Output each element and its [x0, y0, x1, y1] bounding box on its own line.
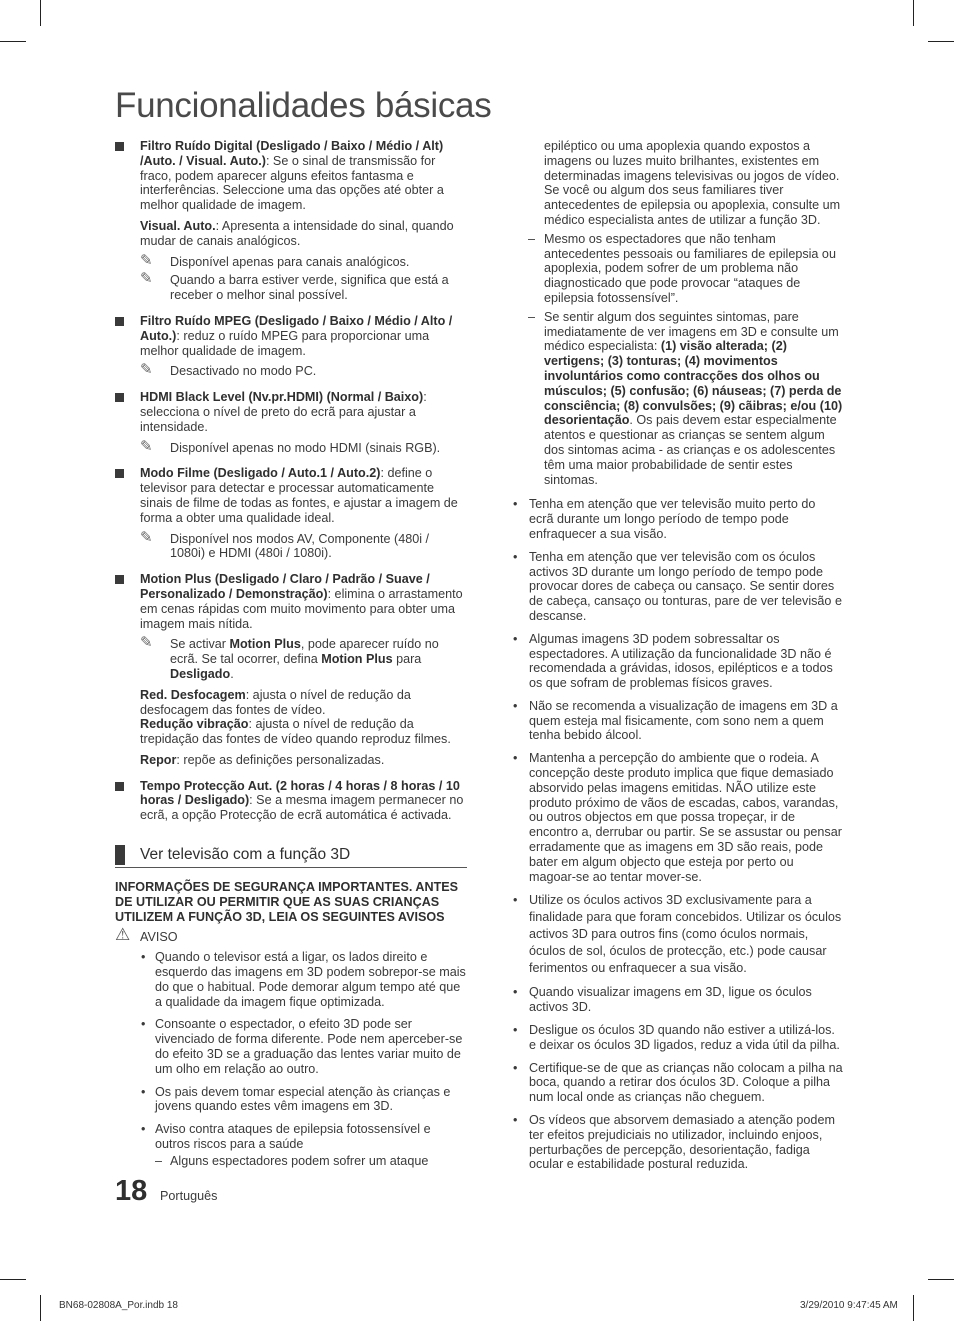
pencil-note-icon: ✎: [140, 437, 153, 455]
square-bullet-icon: [115, 782, 124, 791]
option-name: Repor: [140, 752, 177, 767]
setting-modo-filme: [115, 466, 467, 561]
setting-description: : elimina o arrastamento em cenas rápidas com muito movimento para obter uma imagem mais nítida.: [140, 586, 463, 631]
pencil-note-icon: ✎: [140, 361, 153, 379]
crop-mark: [0, 41, 26, 42]
square-bullet-icon: [115, 469, 124, 478]
section-heading: Ver televisão com a função 3D: [115, 845, 467, 868]
setting-name: Motion Plus (Desligado / Claro / Padrão / Suave / Personalizado / Demonstração): [140, 572, 430, 601]
setting-description: : define o televisor para detectar e processar automaticamente sinais de filme de todas as fontes, e ajustar a imagem de forma a obter uma qualidade ideal.: [140, 466, 458, 525]
setting-tempo-proteccao: [115, 779, 467, 823]
note: ✎ Disponível nos modos AV, Componente (480i / 1080i) e HDMI (480i / 1080i).: [140, 528, 430, 561]
crop-mark: [40, 0, 41, 26]
list-item: • Não se recomenda a visualização de imagens em 3D a quem esteja mal fisicamente, com sono nem a quem tenha bebido álcool.: [513, 698, 838, 743]
crop-mark: [928, 41, 954, 42]
page-title: Funcionalidades básicas: [115, 86, 492, 125]
pencil-note-icon: ✎: [140, 528, 153, 546]
setting-name: Filtro Ruído MPEG (Desligado / Baixo / Médio / Alto / Auto.): [140, 313, 453, 343]
setting-description: : selecciona o nível de preto do ecrã para ajustar a intensidade.: [140, 390, 427, 434]
setting-name: HDMI Black Level (Nv.pr.HDMI) (Normal / Baixo): [140, 390, 424, 405]
warning-triangle-icon: ⚠: [115, 925, 131, 945]
option-name: Redução vibração: [140, 717, 249, 732]
dash-item: – Mesmo os espectadores que não tenham antecedentes pessoais ou familiares de epilepsia ou apoplexia, podem sofrer de um problema não diagnosticado que pode provocar “ataques de epilepsia fotossensível”.: [528, 231, 836, 305]
list-item: • Utilize os óculos activos 3D exclusivamente para a finalidade para que foram concebidos. Utilizar os óculos activos 3D para outros fins (como óculos normais, óculos de sol, óculos de protecção, etc.) pode causar ferimentos ou enfraquecer a sua visão.: [513, 893, 842, 976]
pencil-note-icon: ✎: [140, 634, 153, 652]
setting-filtro-ruido: [115, 139, 467, 303]
setting-motion-plus: Motion Plus (Desligado / Claro / Padrão / Suave / Personalizado / Demonstração): elimina o arrastamento em cenas rápidas com muito movimento para obter uma imagem mais nítida. ✎ Se activar Motion Plus, pode aparecer ruído no ecrã. Se tal ocorrer, defina Motion Plus para Desligado. Red. Desfocagem: ajusta o nível de redução da desfocagem das fontes de vídeo. Redução vibração: ajusta o nível de redução da trepidação das fontes de vídeo quando reproduz filmes. Repor: repõe as definições personalizadas.: [115, 572, 467, 768]
setting-hdmi-black-level: [115, 390, 467, 455]
list-item: • Desligue os óculos 3D quando não estiver a utilizá-los. e deixar os óculos 3D ligados, reduz a vida útil da pilha.: [513, 1023, 840, 1052]
print-file-info: BN68-02808A_Por.indb 18: [59, 1300, 178, 1311]
setting-description: : Se o sinal de transmissão for fraco, podem aparecer alguns efeitos fantasma e interferências. Seleccione uma das opções até obter a melhor qualidade de imagem.: [140, 153, 444, 213]
list-item: • Os vídeos que absorvem demasiado a atenção podem ter efeitos prejudiciais no utilizador, incluindo enjoos, perturbações de percepção, desorientação, fadiga ocular e estabilidade postural reduzida.: [513, 1113, 835, 1172]
list-item: • Certifique-se de que as crianças não colocam a pilha na boca, quando a retirar dos óculos 3D. Coloque a pilha num local onde as crianças não cheguem.: [513, 1060, 843, 1105]
setting-filtro-mpeg: [115, 314, 467, 379]
continued-text: epiléptico ou uma apoplexia quando expostos a imagens ou luzes muito brilhantes, existentes em determinadas imagens televisivas ou jogos de vídeo. Se você ou algum dos seus familiares tiver antecedentes de epilepsia ou apoplexia, consulte um médico especialista antes de utilizar a função 3D.: [544, 139, 841, 227]
page-number: 18: [115, 1175, 148, 1207]
note: ✎ Quando a barra estiver verde, significa que está a receber o melhor sinal possível.: [140, 270, 449, 303]
list-item: • Tenha em atenção que ver televisão com os óculos activos 3D durante um longo período de tempo pode provocar dores de cabeça ou cansaço. Se sentir dores de cabeça, cansaço ou tonturas, pare de ver televisão e descanse.: [513, 549, 842, 623]
note: ✎ Desactivado no modo PC.: [140, 361, 317, 379]
print-timestamp: 3/29/2010 9:47:45 AM: [800, 1300, 898, 1311]
note: ✎ Se activar Motion Plus, pode aparecer ruído no ecrã. Se tal ocorrer, defina Motion Plus para Desligado.: [140, 634, 439, 681]
crop-mark: [40, 1295, 41, 1321]
option-name: Visual. Auto.: [140, 218, 216, 233]
note: ✎ Disponível apenas no modo HDMI (sinais RGB).: [140, 437, 441, 455]
setting-description: : reduz o ruído MPEG para proporcionar uma melhor qualidade de imagem.: [140, 328, 430, 358]
square-bullet-icon: [115, 393, 124, 402]
note: ✎ Disponível apenas para canais analógicos.: [140, 251, 410, 269]
list-item: • Os pais devem tomar especial atenção às crianças e jovens quando estes vêm imagens em 3D.: [141, 1084, 451, 1114]
crop-mark: [913, 0, 914, 26]
setting-name: Tempo Protecção Aut. (2 horas / 4 horas / 8 horas / 10 horas / Desligado): [140, 778, 460, 808]
dash-item: – Alguns espectadores podem sofrer um ataque: [155, 1153, 429, 1168]
square-bullet-icon: [115, 317, 124, 326]
crop-mark: [928, 1279, 954, 1280]
list-item: • Mantenha a percepção do ambiente que o rodeia. A concepção deste produto implica que fique demasiado absorvido pelas imagens emitidas. NÃO utilize este produto próximo de vãos de escadas, cabos, varandas, ou outros objectos em que possa tropeçar, ir de encontro a, derrubar ou partir. Se se assustar ou pensar erradamente que as imagens em 3D são reais, pode bater em algum objecto que esteja por perto ou magoar-se ao tentar mover-se.: [513, 751, 842, 884]
setting-name: Modo Filme (Desligado / Auto.1 / Auto.2): [140, 466, 381, 481]
option-name: Red. Desfocagem: [140, 687, 246, 702]
square-bullet-icon: [115, 142, 124, 151]
right-column: [513, 139, 843, 1180]
setting-description: : Se a mesma imagem permanecer no ecrã, a opção Protecção de ecrã automática é activada.: [140, 793, 464, 823]
crop-mark: [913, 1295, 914, 1321]
list-item: • Consoante o espectador, o efeito 3D pode ser vivenciado de forma diferente. Pode nem aperceber-se do efeito 3D se a graduação das lentes variar muito de um olho em relação ao outro.: [141, 1017, 463, 1076]
list-item: • Algumas imagens 3D podem sobressaltar os espectadores. A utilização da funcionalidade 3D não é recomendada a grávidas, idosos, epilépticos e a todos os que sofram de problemas físicos graves.: [513, 631, 833, 691]
pencil-note-icon: ✎: [140, 251, 153, 269]
list-item: • Quando o televisor está a ligar, os lados direito e esquerdo das imagens em 3D podem sobrepor-se mais do que o habitual. Pode demorar algum tempo até que a qualidade da imagem fique optimizada.: [141, 950, 466, 1009]
square-bullet-icon: [115, 575, 124, 584]
page-language: Português: [160, 1189, 218, 1203]
aviso-label: ⚠ AVISO: [115, 925, 178, 945]
list-item: • Aviso contra ataques de epilepsia fotossensível e outros riscos para a saúde: [141, 1122, 431, 1152]
section-marker: [115, 845, 125, 865]
safety-warning-heading: INFORMAÇÕES DE SEGURANÇA IMPORTANTES. ANTES DE UTILIZAR OU PERMITIR QUE AS SUAS CRIANÇAS UTILIZEM A FUNÇÃO 3D, LEIA OS SEGUINTES AVISOS: [115, 880, 459, 924]
left-column: [115, 139, 467, 1173]
list-item: • Quando visualizar imagens em 3D, ligue os óculos activos 3D.: [513, 985, 812, 1015]
pencil-note-icon: ✎: [140, 270, 153, 288]
dash-item: – Se sentir algum dos seguintes sintomas, pare imediatamente de ver imagens em 3D e consulte um médico especialista: (1) visão alterada; (2) vertigens; (3) tonturas; (4) movimentos involuntários como contracções dos olhos ou músculos; (5) confusão; (6) náuseas; (7) perda de consciência; (8) convulsões; (9) cãibras; e/ou (10) desorientação. Os pais devem estar especialmente atentos e questionar as crianças se sentem algum dos sintomas acima - as crianças e os adolescentes têm uma maior probabilidade de sentir estes sintomas.: [528, 309, 843, 487]
option-description: : Apresenta a intensidade do sinal, quando mudar de canais analógicos.: [140, 218, 454, 248]
crop-mark: [0, 1279, 26, 1280]
setting-name: Filtro Ruído Digital (Desligado / Baixo / Médio / Alt) /Auto. / Visual. Auto.): [140, 139, 444, 168]
list-item: • Tenha em atenção que ver televisão muito perto do ecrã durante um longo período de tempo pode enfraquecer a sua visão.: [513, 497, 816, 541]
